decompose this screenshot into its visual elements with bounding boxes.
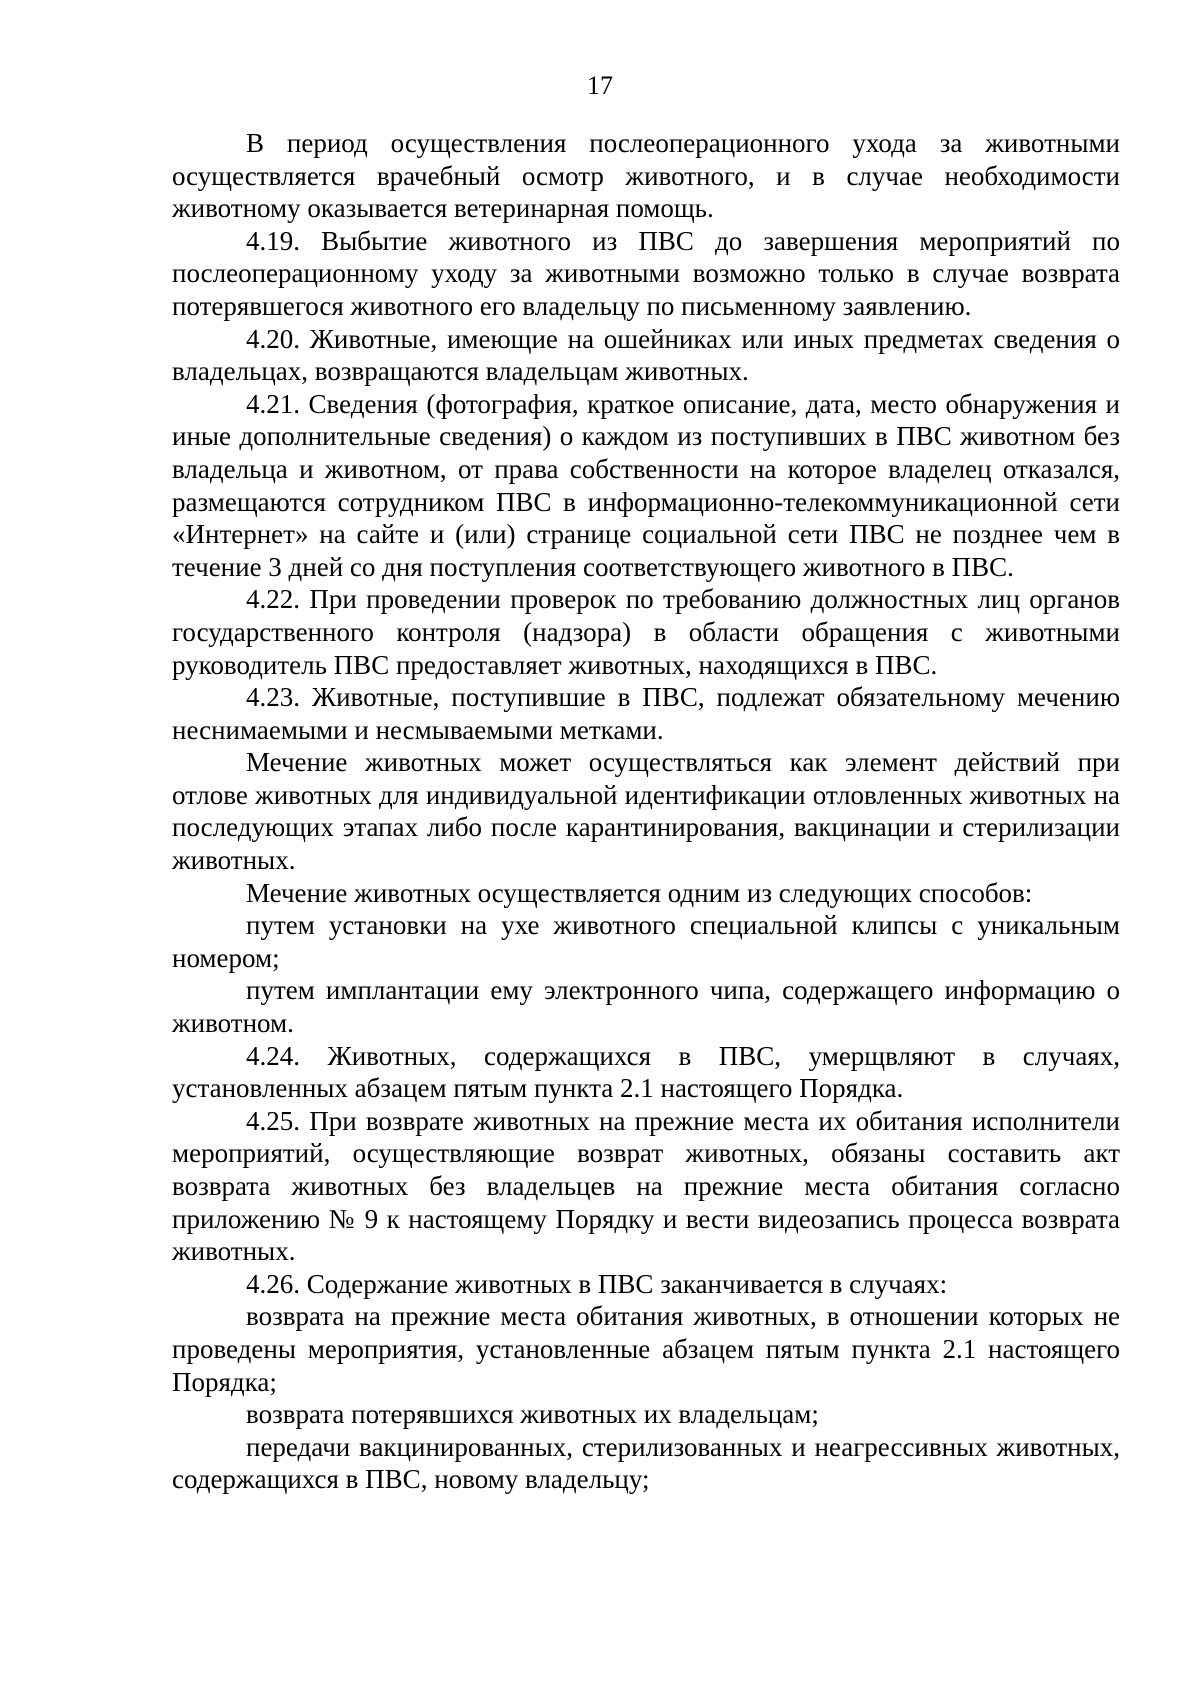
paragraph: 4.19. Выбытие животного из ПВС до завершения мероприятий по послеоперационному уходу за животными возможно только в случае возврата потерявшегося животного его владельцу по письменному заявлению. bbox=[172, 225, 1120, 321]
paragraph: Мечение животных может осуществляться как элемент действий при отлове животных для индивидуальной идентификации отловленных животных на последующих этапах либо после карантинирования, вакцинации и стерилизации животных. bbox=[172, 747, 1120, 876]
paragraph: путем установки на ухе животного специальной клипсы с уникальным номером; bbox=[172, 910, 1120, 973]
paragraph: 4.21. Сведения (фотография, краткое описание, дата, место обнаружения и иные дополнительные сведения) о каждом из поступивших в ПВС животном без владельца и животном, от права собственности на которое владелец отказался, размещаются сотрудником ПВС в информационно-телекоммуникационной сети «Интернет» на сайте и (или) странице социальной сети ПВС не позднее чем в течение 3 дней со дня поступления соответствующего животного в ПВС. bbox=[172, 388, 1120, 582]
paragraph: возврата потерявшихся животных их владельцам; bbox=[246, 1399, 819, 1430]
paragraph: 4.20. Животные, имеющие на ошейниках или иных предметах сведения о владельцах, возвращаются владельцам животных. bbox=[172, 323, 1120, 387]
paragraph: 4.25. При возврате животных на прежние места их обитания исполнители мероприятий, осуществляющие возврат животных, обязаны составить акт возврата животных без владельцев на прежние места обитания согласно приложению № 9 к настоящему Порядку и вести видеозапись процесса возврата животных. bbox=[172, 1105, 1120, 1267]
paragraph: путем имплантации ему электронного чипа, содержащего информацию о животном. bbox=[172, 975, 1120, 1039]
paragraph: передачи вакцинированных, стерилизованных и неагрессивных животных, содержащихся в ПВС, новому владельцу; bbox=[172, 1431, 1120, 1495]
paragraph: 4.26. Содержание животных в ПВС заканчивается в случаях: bbox=[246, 1268, 948, 1299]
paragraph: 4.22. При проведении проверок по требованию должностных лиц органов государственного контроля (надзора) в области обращения с животными руководитель ПВС предоставляет животных, находящихся в ПВС. bbox=[172, 584, 1120, 680]
paragraph: В период осуществления послеоперационного ухода за животными осуществляется врачебный осмотр животного, и в случае необходимости животному оказывается ветеринарная помощь. bbox=[172, 128, 1120, 224]
paragraph: возврата на прежние места обитания животных, в отношении которых не проведены мероприятия, установленные абзацем пятым пункта 2.1 настоящего Порядка; bbox=[172, 1301, 1120, 1397]
paragraph: 4.24. Животных, содержащихся в ПВС, умерщвляют в случаях, установленных абзацем пятым пункта 2.1 настоящего Порядка. bbox=[172, 1040, 1120, 1104]
page-number: 17 bbox=[587, 71, 613, 100]
paragraph: Мечение животных осуществляется одним из следующих способов: bbox=[246, 877, 1033, 908]
document-body bbox=[172, 127, 1120, 1496]
paragraph: 4.23. Животные, поступившие в ПВС, подлежат обязательному мечению неснимаемыми и несмываемыми метками. bbox=[172, 682, 1120, 745]
